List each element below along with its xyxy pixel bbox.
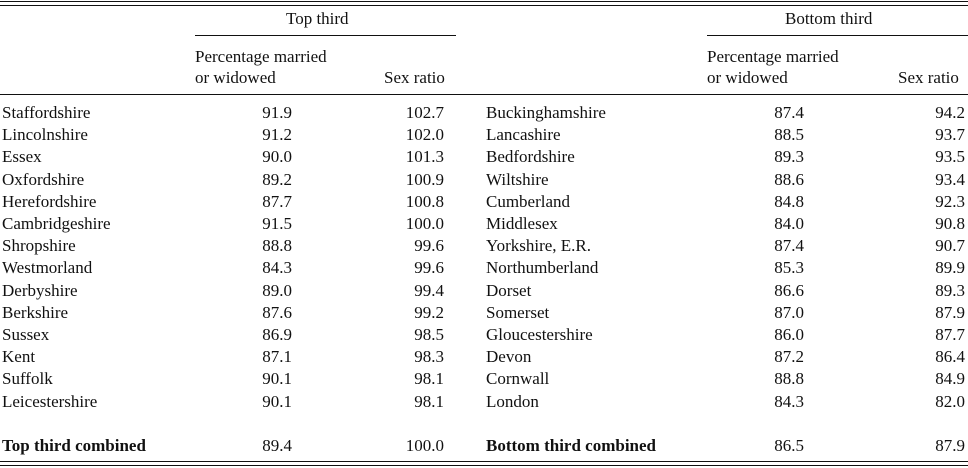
bottom-pct-cell: 89.3 [774, 147, 804, 167]
bottom-pct-cell: 87.4 [774, 236, 804, 256]
top-ratio-cell: 101.3 [405, 147, 444, 167]
top-county-name: Derbyshire [2, 280, 78, 300]
header-bottom-pct-line2: or widowed [707, 68, 788, 87]
top-ratio-cell: 102.7 [405, 103, 444, 122]
bottom-ratio-cell: 84.9 [935, 369, 965, 389]
bottom-pct-cell: 85.3 [774, 258, 804, 278]
bottom-ratio-cell: 90.8 [935, 214, 965, 233]
bottom-combined-pct: 86.5 [774, 436, 804, 455]
top-pct-cell: 88.8 [262, 236, 292, 256]
top-county-name: Shropshire [2, 236, 76, 256]
bottom-third-underline [707, 35, 968, 36]
top-pct-cell: 87.7 [262, 191, 292, 211]
bottom-combined-label: Bottom third combined [486, 436, 656, 455]
bottom-ratio-cell: 87.9 [935, 302, 965, 322]
bottom-pct-cell: 84.8 [774, 191, 804, 211]
bottom-pct-cell: 88.6 [774, 169, 804, 189]
bottom-pct-cell: 88.8 [774, 369, 804, 389]
bottom-ratio-cell: 89.3 [935, 280, 965, 300]
bottom-county-name: Northumberland [486, 258, 599, 278]
bottom-county-name: Gloucestershire [486, 325, 593, 344]
bottom-county-name: Lancashire [486, 125, 561, 145]
top-county-name: Leicestershire [2, 391, 98, 411]
bottom-ratio-cell: 94.2 [935, 103, 965, 122]
top-county-name: Cambridgeshire [2, 214, 111, 233]
bottom-pct-cell: 86.0 [774, 325, 804, 344]
header-bottom-sex-ratio: Sex ratio [898, 68, 959, 87]
bottom-ratio-cell: 92.3 [935, 191, 965, 211]
header-top-sex-ratio: Sex ratio [384, 68, 445, 87]
bottom-county-name: Cornwall [486, 369, 550, 389]
top-ratio-cell: 100.8 [405, 191, 444, 211]
top-pct-cell: 91.2 [262, 125, 292, 145]
top-ratio-cell: 99.6 [414, 236, 444, 256]
top-county-name: Kent [2, 347, 36, 367]
header-bottom-third: Bottom third [785, 9, 873, 28]
top-pct-cell: 91.5 [262, 214, 292, 233]
bottom-rule-inner [0, 461, 968, 462]
bottom-pct-cell: 87.4 [774, 103, 804, 122]
header-rule [0, 94, 968, 95]
bottom-county-name: Bedfordshire [486, 147, 575, 167]
bottom-ratio-cell: 93.5 [935, 147, 965, 167]
top-rule-inner [0, 5, 968, 6]
header-top-pct-line2: or widowed [195, 68, 276, 87]
header-bottom-pct-line1: Percentage married [707, 47, 839, 66]
bottom-pct-cell: 84.3 [774, 391, 804, 411]
top-county-name: Lincolnshire [2, 125, 88, 145]
top-county-name: Essex [2, 147, 42, 167]
bottom-combined-ratio: 87.9 [935, 436, 965, 455]
bottom-county-name: Middlesex [486, 214, 558, 233]
bottom-ratio-cell: 90.7 [935, 236, 965, 256]
top-pct-cell: 89.0 [262, 280, 292, 300]
top-pct-cell: 87.1 [262, 347, 292, 367]
bottom-ratio-cell: 87.7 [935, 325, 965, 344]
top-ratio-cell: 100.9 [405, 169, 444, 189]
top-ratio-cell: 99.2 [414, 302, 444, 322]
bottom-ratio-cell: 93.4 [935, 169, 965, 189]
bottom-county-name: Wiltshire [486, 169, 549, 189]
top-combined-pct: 89.4 [262, 436, 292, 455]
bottom-county-name: Dorset [486, 280, 532, 300]
top-pct-cell: 89.2 [262, 169, 292, 189]
top-rule-outer [0, 1, 968, 2]
header-top-pct-line1: Percentage married [195, 47, 327, 66]
top-ratio-cell: 100.0 [405, 214, 444, 233]
top-third-underline [195, 35, 456, 36]
bottom-county-name: Devon [486, 347, 532, 367]
top-combined-ratio: 100.0 [405, 436, 444, 455]
top-pct-cell: 84.3 [262, 258, 292, 278]
top-pct-cell: 91.9 [262, 103, 292, 122]
top-pct-cell: 90.1 [262, 391, 292, 411]
bottom-pct-cell: 84.0 [774, 214, 804, 233]
header-top-third: Top third [286, 9, 349, 28]
bottom-pct-cell: 87.0 [774, 302, 804, 322]
top-county-name: Westmorland [2, 258, 93, 278]
top-ratio-cell: 98.1 [414, 391, 444, 411]
bottom-county-name: Somerset [486, 302, 550, 322]
top-pct-cell: 90.1 [262, 369, 292, 389]
top-pct-cell: 86.9 [262, 325, 292, 344]
top-ratio-cell: 98.1 [414, 369, 444, 389]
bottom-ratio-cell: 82.0 [935, 391, 965, 411]
top-ratio-cell: 99.6 [414, 258, 444, 278]
top-pct-cell: 87.6 [262, 302, 292, 322]
top-county-name: Herefordshire [2, 191, 97, 211]
top-county-name: Berkshire [2, 302, 69, 322]
bottom-ratio-cell: 86.4 [935, 347, 965, 367]
top-ratio-cell: 98.3 [414, 347, 444, 367]
bottom-ratio-cell: 93.7 [935, 125, 965, 145]
top-combined-label: Top third combined [2, 436, 146, 455]
top-county-name: Suffolk [2, 369, 53, 389]
bottom-rule-outer [0, 465, 968, 466]
top-pct-cell: 90.0 [262, 147, 292, 167]
top-county-name: Sussex [2, 325, 50, 344]
bottom-county-name: Yorkshire, E.R. [486, 236, 592, 256]
bottom-ratio-cell: 89.9 [935, 258, 965, 278]
bottom-pct-cell: 86.6 [774, 280, 804, 300]
bottom-county-name: Cumberland [486, 191, 571, 211]
bottom-county-name: Buckinghamshire [486, 103, 606, 122]
top-ratio-cell: 98.5 [414, 325, 444, 344]
top-ratio-cell: 99.4 [414, 280, 444, 300]
bottom-pct-cell: 87.2 [774, 347, 804, 367]
top-county-name: Staffordshire [2, 103, 91, 122]
bottom-pct-cell: 88.5 [774, 125, 804, 145]
bottom-county-name: London [486, 391, 539, 411]
top-county-name: Oxfordshire [2, 169, 85, 189]
top-ratio-cell: 102.0 [405, 125, 444, 145]
